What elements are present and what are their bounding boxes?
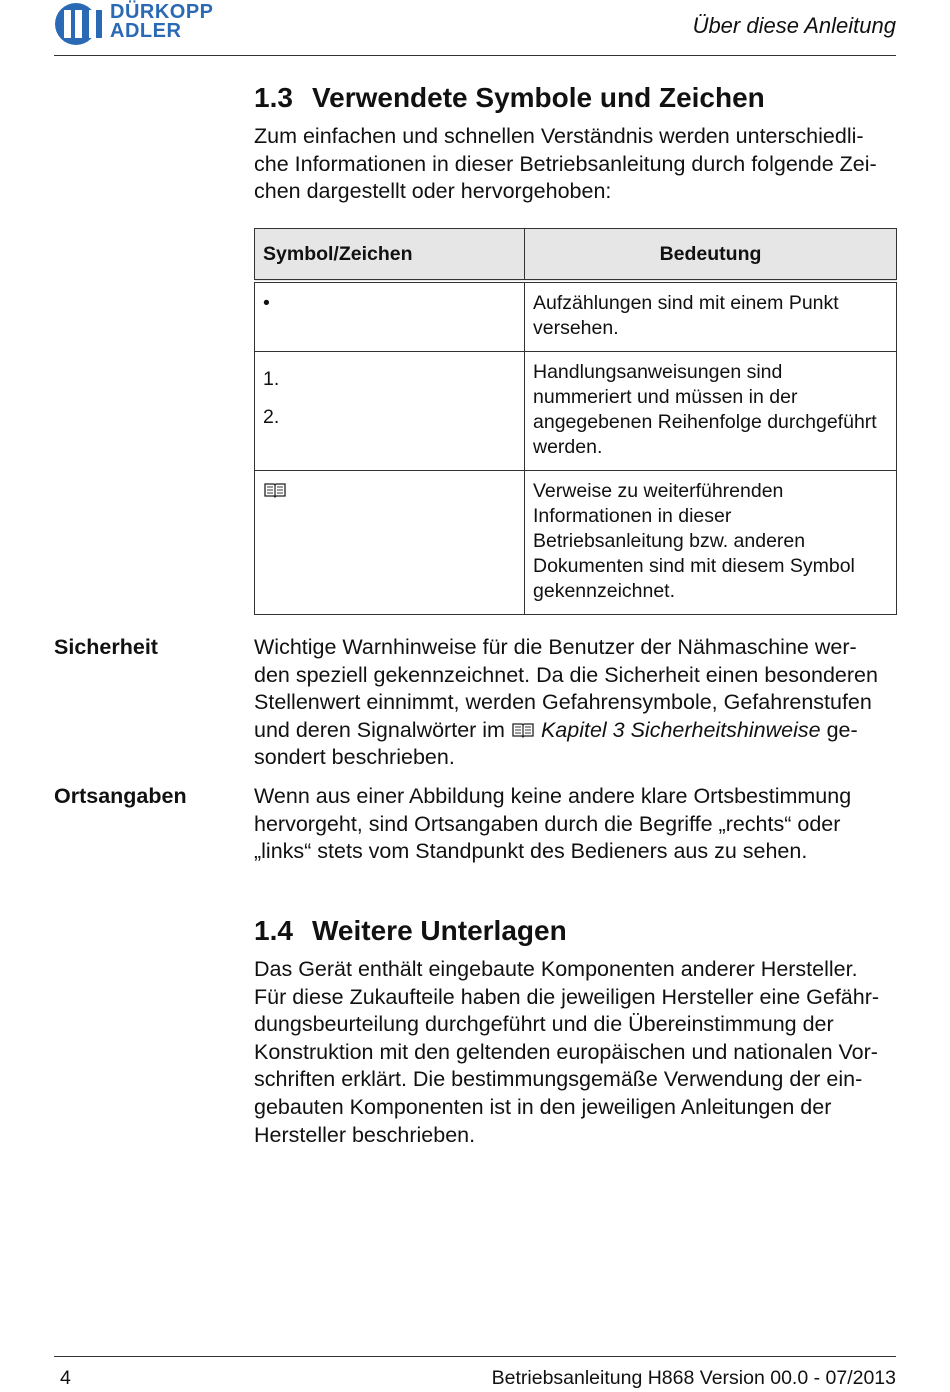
logo-wordmark xyxy=(110,3,214,41)
step-number-2: 2. xyxy=(263,406,280,428)
footer-rule xyxy=(54,1356,896,1357)
text-line xyxy=(254,717,896,745)
logo-line-1: DÜRKOPP xyxy=(110,1,214,23)
text-line: dungsbeurteilung durchgeführt und die Übereinstimmung der xyxy=(254,1012,834,1037)
footer-doc-info: Betriebsanleitung H868 Version 00.0 - 07/2013 xyxy=(491,1367,896,1389)
text-line: gebauten Komponenten ist in den jeweiligen Anleitungen der xyxy=(254,1094,832,1119)
table-row xyxy=(255,471,897,615)
text-line: werden. xyxy=(533,436,603,458)
margin-label-ortsangaben: Ortsangaben xyxy=(54,784,187,808)
symbol-cell xyxy=(255,471,525,615)
column-header-symbol: Symbol/Zeichen xyxy=(255,229,525,282)
text-line: Informationen in dieser xyxy=(533,505,732,527)
text-line: Das Gerät enthält eingebaute Komponenten anderer Hersteller. xyxy=(254,957,858,981)
text-line: Handlungsanweisungen sind xyxy=(533,361,783,383)
book-icon xyxy=(511,721,535,739)
text-line: nummeriert und müssen in der xyxy=(533,386,798,408)
section-title: Weitere Unterlagen xyxy=(312,915,567,946)
chapter-reference-link[interactable]: Kapitel 3 Sicherheitshinweise xyxy=(540,717,821,742)
text-line: Für diese Zukaufteile haben die jeweiligen Hersteller eine Gefähr- xyxy=(254,984,880,1009)
margin-label-sicherheit: Sicherheit xyxy=(54,635,158,659)
text-line: Hersteller beschrieben. xyxy=(254,1122,476,1147)
text-line: Zum einfachen und schnellen Verständnis werden unterschiedli- xyxy=(254,124,864,148)
text-line: hervorgeht, sind Ortsangaben durch die Begriffe „rechts“ oder xyxy=(254,811,841,836)
text-line: versehen. xyxy=(533,317,619,339)
text-line: Aufzählungen sind mit einem Punkt xyxy=(533,292,839,314)
header-chapter-title: Über diese Anleitung xyxy=(692,13,896,38)
text-line: Verweise zu weiterführenden xyxy=(533,480,784,502)
symbol-cell xyxy=(255,352,525,471)
text-line: Dokumenten sind mit diesem Symbol xyxy=(533,555,855,577)
text-line: sondert beschrieben. xyxy=(254,745,455,770)
meaning-cell xyxy=(525,352,897,471)
text-line: chen dargestellt oder hervorgehoben: xyxy=(254,179,612,204)
text-line: che Informationen in dieser Betriebsanleitung durch folgende Zei- xyxy=(254,151,877,176)
column-header-meaning: Bedeutung xyxy=(525,229,897,282)
section-heading-1-4 xyxy=(254,915,567,947)
table-header-row xyxy=(255,229,897,282)
text-line: Konstruktion mit den geltenden europäischen und nationalen Vor- xyxy=(254,1039,878,1064)
sicherheit-paragraph xyxy=(254,634,896,772)
page-number: 4 xyxy=(60,1367,71,1389)
section-heading-1-3 xyxy=(254,82,765,114)
text-line: Wenn aus einer Abbildung keine andere klare Ortsbestimmung xyxy=(254,784,852,808)
text-line: Stellenwert einnimmt, werden Gefahrensymbole, Gefahrenstufen xyxy=(254,690,872,715)
section-title: Verwendete Symbole und Zeichen xyxy=(312,82,765,113)
step-number-1: 1. xyxy=(263,368,280,390)
text-line: Betriebsanleitung bzw. anderen xyxy=(533,530,806,552)
intro-paragraph xyxy=(254,123,896,206)
book-icon xyxy=(263,481,287,499)
meaning-cell xyxy=(525,471,897,615)
symbols-table xyxy=(254,228,897,615)
duerkopp-adler-logo-icon xyxy=(54,2,104,46)
text-fragment: und deren Signalwörter im xyxy=(254,717,511,742)
symbol-cell xyxy=(255,281,525,352)
text-line: „links“ stets vom Standpunkt des Bedieners aus zu sehen. xyxy=(254,839,808,864)
text-fragment: ge- xyxy=(820,717,858,742)
logo-line-2: ADLER xyxy=(110,20,182,42)
text-line: angegebenen Reihenfolge durchgeführt xyxy=(533,411,877,433)
text-line: Wichtige Warnhinweise für die Benutzer der Nähmaschine wer- xyxy=(254,635,857,659)
text-line: den speziell gekennzeichnet. Da die Sicherheit einen besonderen xyxy=(254,662,878,687)
text-line: schriften erklärt. Die bestimmungsgemäße Verwendung der ein- xyxy=(254,1067,863,1092)
section-number: 1.3 xyxy=(254,82,293,113)
meaning-cell xyxy=(525,281,897,352)
header-rule xyxy=(54,55,896,56)
bullet-symbol: • xyxy=(263,292,270,314)
section-number: 1.4 xyxy=(254,915,293,946)
table-row xyxy=(255,352,897,471)
table-row xyxy=(255,281,897,352)
text-line: gekennzeichnet. xyxy=(533,580,676,602)
brand-logo xyxy=(54,2,234,46)
ortsangaben-paragraph xyxy=(254,783,896,866)
weitere-unterlagen-paragraph xyxy=(254,956,896,1149)
